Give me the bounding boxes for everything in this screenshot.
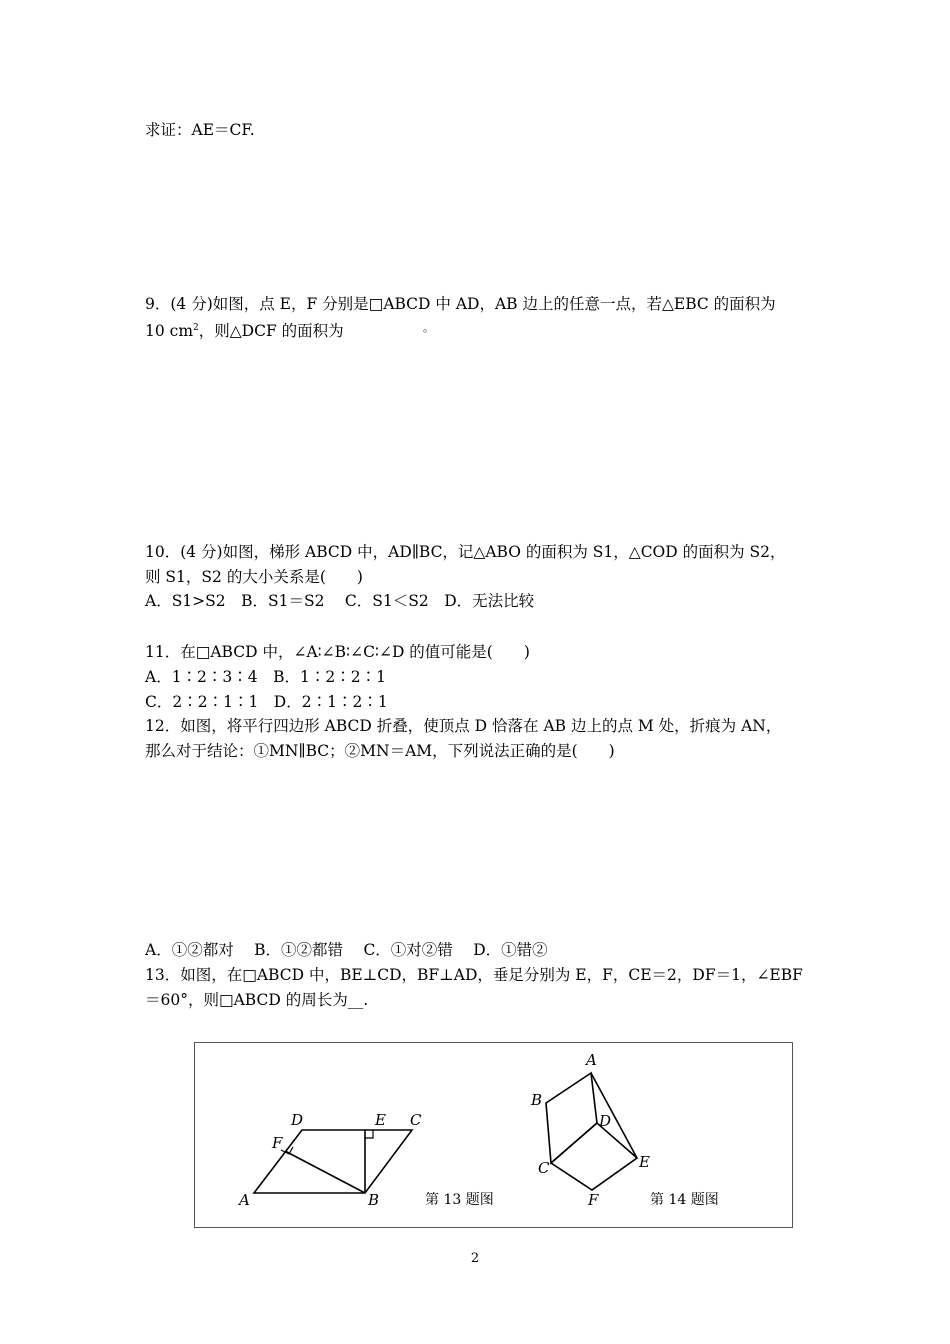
q9-question: ，则△DCF 的面积为 [198, 322, 344, 341]
geometry-figures [195, 1043, 794, 1229]
q12-line1: 12．如图，将平行四边形 ABCD 折叠，使顶点 D 恰落在 AB 边上的点 M 处，折痕为 AN， [145, 717, 782, 735]
q10-line1: 10．(4 分)如图，梯形 ABCD 中，AD∥BC，记△ABO 的面积为 S1，△COD 的面积为 S2， [145, 543, 786, 561]
figure-14 [546, 1073, 637, 1190]
fig14-label-e: E [639, 1153, 650, 1171]
segment-bf [285, 1151, 365, 1193]
proof-statement: 求证：AE＝CF. [145, 121, 255, 139]
q11-options-1: A．1∶2∶3∶4 B．1∶2∶2∶1 [145, 668, 386, 686]
q11-options-2: C．2∶2∶1∶1 D．2∶1∶2∶1 [145, 693, 388, 711]
fig14-label-d: D [599, 1112, 612, 1130]
fig13-label-a: A [239, 1191, 250, 1209]
q11-line1: 11．在□ABCD 中，∠A∶∠B∶∠C∶∠D 的值可能是( ) [145, 643, 530, 661]
q10-line2: 则 S1，S2 的大小关系是( ) [145, 568, 363, 586]
fig14-label-f: F [588, 1191, 599, 1209]
q9-line2 [145, 318, 434, 341]
fig13-label-f: F [272, 1134, 283, 1152]
q13-line1: 13．如图，在□ABCD 中，BE⊥CD，BF⊥AD，垂足分别为 E，F，CE＝2，DF＝1，∠EBF [145, 966, 803, 984]
right-angle-e [365, 1130, 373, 1138]
q9-period: 。 [423, 321, 434, 334]
fig13-caption: 第 13 题图 [425, 1192, 494, 1208]
fig13-label-e: E [375, 1111, 386, 1129]
q12-line2: 那么对于结论：①MN∥BC；②MN＝AM，下列说法正确的是( ) [145, 742, 615, 760]
q9-area-exponent: 2 [193, 323, 199, 333]
quad-abcd [546, 1073, 597, 1163]
figure-box [194, 1042, 793, 1228]
fig14-label-b: B [531, 1091, 543, 1109]
q12-options: A．①②都对 B．①②都错 C．①对②错 D．①错② [145, 941, 548, 959]
fig14-caption: 第 14 题图 [650, 1192, 719, 1208]
q9-area-value: 10 cm [145, 322, 194, 341]
fig13-label-c: C [410, 1111, 422, 1129]
q9-line1: 9．(4 分)如图，点 E，F 分别是□ABCD 中 AD，AB 边上的任意一点，若△EBC 的面积为 [145, 295, 776, 313]
fig13-label-b: B [368, 1191, 380, 1209]
fig14-label-a: A [586, 1051, 597, 1069]
segment-ae [591, 1073, 637, 1158]
page-number: 2 [470, 1251, 480, 1266]
fig13-label-d: D [291, 1111, 304, 1129]
q13-line2: ＝60°，则□ABCD 的周长为__. [145, 991, 369, 1009]
q10-options: A．S1>S2 B．S1＝S2 C．S1＜S2 D．无法比较 [145, 592, 535, 610]
fig14-label-c: C [538, 1159, 550, 1177]
